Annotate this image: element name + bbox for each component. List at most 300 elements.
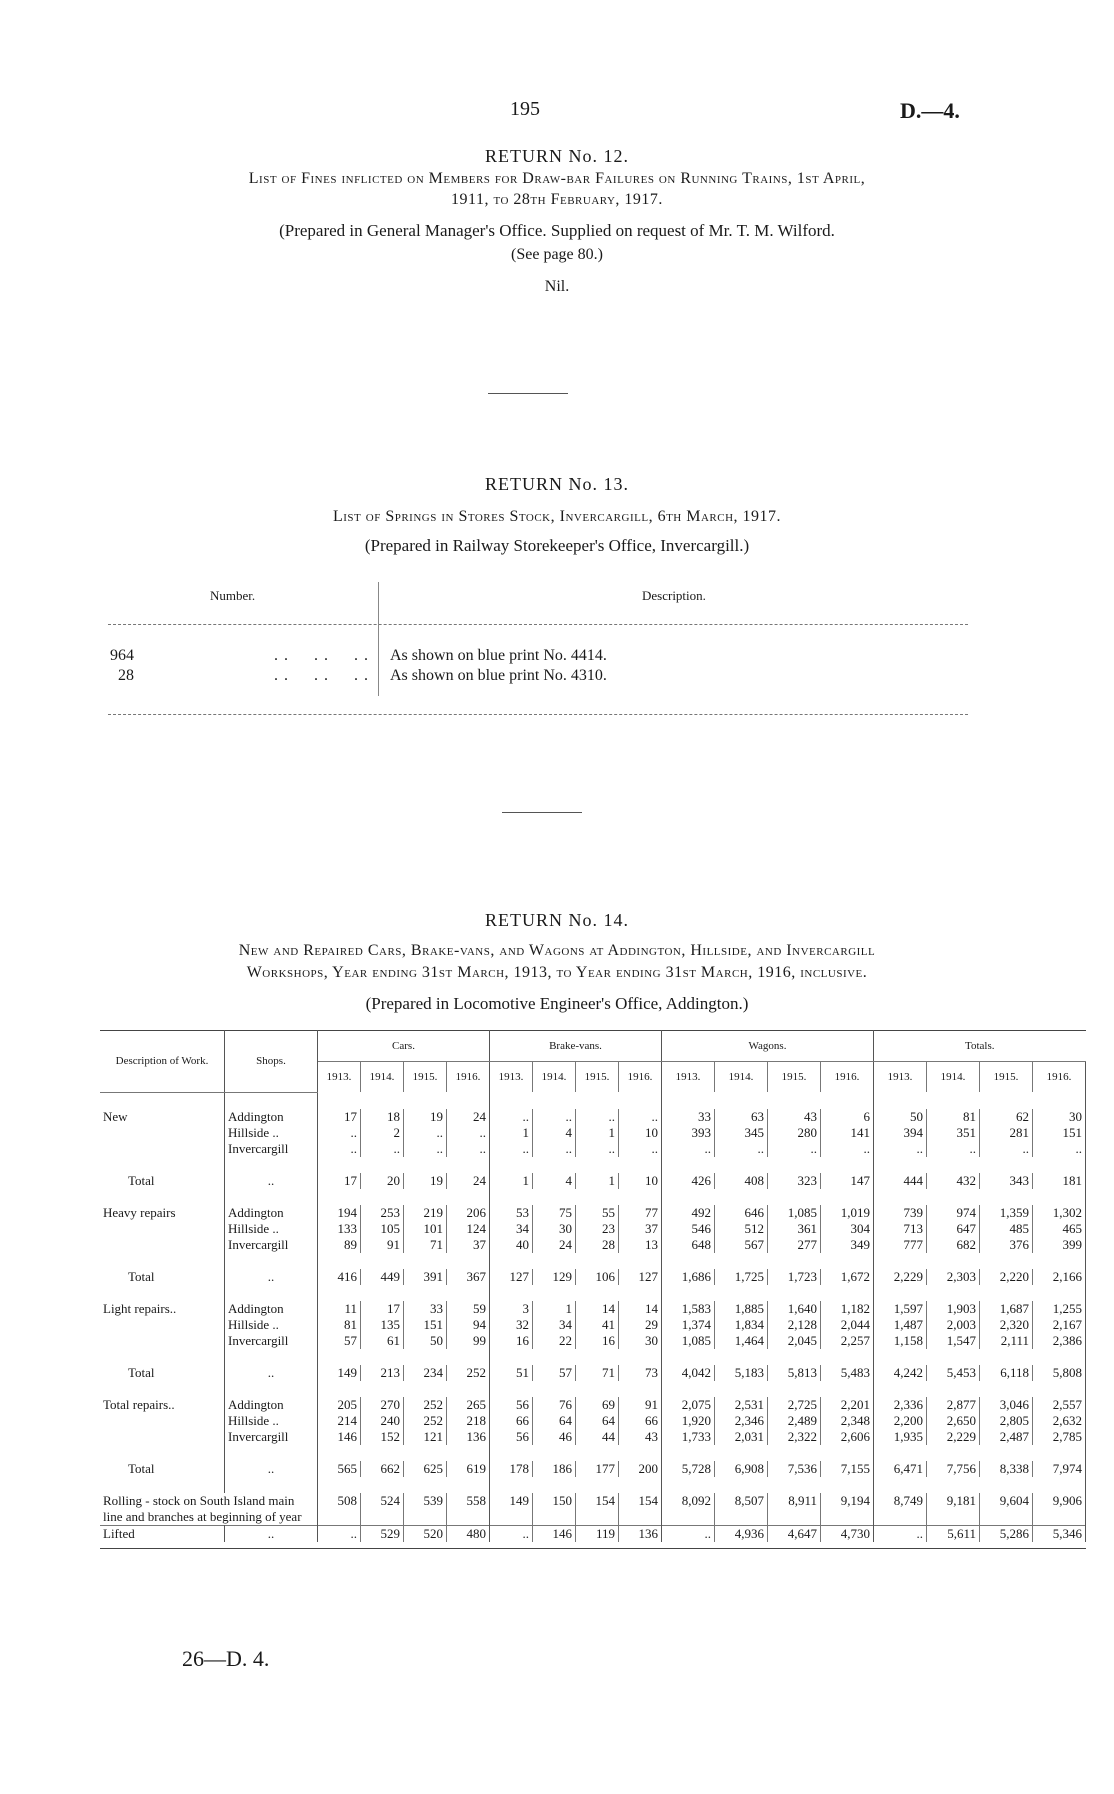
return12-result: Nil. bbox=[544, 278, 570, 295]
cell-value: .. bbox=[447, 1141, 490, 1157]
cell-value: 270 bbox=[361, 1397, 404, 1413]
cell-value: 121 bbox=[404, 1429, 447, 1445]
row-description bbox=[100, 1429, 225, 1445]
return14-title: RETURN No. 14. bbox=[485, 910, 629, 930]
cell-value: 16 bbox=[490, 1333, 533, 1349]
cell-value: 1,085 bbox=[662, 1333, 715, 1349]
cell-value: 151 bbox=[1033, 1125, 1086, 1141]
return14-table bbox=[100, 1030, 1086, 1549]
cell-value: 2,166 bbox=[1033, 1269, 1086, 1285]
cell-value: 200 bbox=[619, 1461, 662, 1477]
row-description: Total bbox=[100, 1269, 225, 1285]
cell-value: 91 bbox=[619, 1397, 662, 1413]
row-description: Lifted bbox=[100, 1525, 225, 1542]
cell-value: 2,044 bbox=[821, 1317, 874, 1333]
cell-value: 30 bbox=[619, 1333, 662, 1349]
cell-value: 94 bbox=[447, 1317, 490, 1333]
year-header: 1915. bbox=[404, 1062, 447, 1093]
cell-value: 8,911 bbox=[768, 1493, 821, 1526]
cell-value: 1,834 bbox=[715, 1317, 768, 1333]
cell-value: 5,808 bbox=[1033, 1365, 1086, 1381]
group-brake-vans: Brake-vans. bbox=[490, 1031, 662, 1062]
cell-value: 24 bbox=[447, 1173, 490, 1189]
cell-value: .. bbox=[533, 1109, 576, 1125]
cell-value: 5,728 bbox=[662, 1461, 715, 1477]
cell-value: 41 bbox=[576, 1317, 619, 1333]
cell-value: 11 bbox=[318, 1301, 361, 1317]
cell-value: 154 bbox=[576, 1493, 619, 1526]
cell-value: 1,374 bbox=[662, 1317, 715, 1333]
row-shop: .. bbox=[225, 1461, 318, 1477]
group-totals: Totals. bbox=[874, 1031, 1086, 1062]
cell-value: 8,749 bbox=[874, 1493, 927, 1526]
cell-value: 682 bbox=[927, 1237, 980, 1253]
table-row bbox=[100, 1429, 1086, 1445]
cell-value: 2,111 bbox=[980, 1333, 1033, 1349]
cell-value: 149 bbox=[318, 1365, 361, 1381]
cell-value: 24 bbox=[447, 1109, 490, 1125]
cell-value: 17 bbox=[361, 1301, 404, 1317]
cell-value: 1,464 bbox=[715, 1333, 768, 1349]
spacer-row bbox=[100, 1157, 1086, 1173]
year-header: 1914. bbox=[715, 1062, 768, 1093]
cell-value: 101 bbox=[404, 1221, 447, 1237]
cell-value: 2,200 bbox=[874, 1413, 927, 1429]
cell-value: 14 bbox=[576, 1301, 619, 1317]
cell-value: 10 bbox=[619, 1173, 662, 1189]
return12-subtitle-1: List of Fines inflicted on Members for Draw-bar Failures on Running Trains, 1st April, bbox=[248, 170, 866, 187]
cell-value: 34 bbox=[490, 1221, 533, 1237]
cell-value: 150 bbox=[533, 1493, 576, 1526]
cell-value: 367 bbox=[447, 1269, 490, 1285]
row-shop: Addington bbox=[225, 1301, 318, 1317]
cell-value: 133 bbox=[318, 1221, 361, 1237]
cell-value: 2,229 bbox=[874, 1269, 927, 1285]
cell-value: 146 bbox=[318, 1429, 361, 1445]
cell-value: 66 bbox=[490, 1413, 533, 1429]
cell-value: .. bbox=[447, 1125, 490, 1141]
year-header: 1915. bbox=[980, 1062, 1033, 1093]
return13-subtitle: List of Springs in Stores Stock, Invercargill, 6th March, 1917. bbox=[332, 508, 782, 525]
cell-value: 1,725 bbox=[715, 1269, 768, 1285]
cell-value: 33 bbox=[662, 1109, 715, 1125]
cell-value: 71 bbox=[576, 1365, 619, 1381]
cell-value: 81 bbox=[927, 1109, 980, 1125]
cell-value: 1,733 bbox=[662, 1429, 715, 1445]
cell-value: 558 bbox=[447, 1493, 490, 1526]
cell-value: 2,725 bbox=[768, 1397, 821, 1413]
cell-value: 619 bbox=[447, 1461, 490, 1477]
year-header: 1916. bbox=[821, 1062, 874, 1093]
cell-value: 10 bbox=[619, 1125, 662, 1141]
cell-value: 1,597 bbox=[874, 1301, 927, 1317]
cell-value: .. bbox=[619, 1141, 662, 1157]
bottom-rule-row bbox=[100, 1542, 1086, 1549]
cell-value: 154 bbox=[619, 1493, 662, 1526]
cell-value: 205 bbox=[318, 1397, 361, 1413]
cell-value: .. bbox=[874, 1525, 927, 1542]
cell-value: 1,687 bbox=[980, 1301, 1033, 1317]
cell-value: .. bbox=[821, 1141, 874, 1157]
cell-value: 399 bbox=[1033, 1237, 1086, 1253]
cell-value: 485 bbox=[980, 1221, 1033, 1237]
row-shop: Invercargill bbox=[225, 1429, 318, 1445]
cell-value: 1,903 bbox=[927, 1301, 980, 1317]
cell-value: .. bbox=[490, 1525, 533, 1542]
cell-value: 17 bbox=[318, 1109, 361, 1125]
cell-value: 177 bbox=[576, 1461, 619, 1477]
cell-value: 1 bbox=[533, 1301, 576, 1317]
cell-value: .. bbox=[318, 1525, 361, 1542]
cell-value: 393 bbox=[662, 1125, 715, 1141]
cell-value: 444 bbox=[874, 1173, 927, 1189]
table-row bbox=[100, 1205, 1086, 1221]
cell-value: 1,583 bbox=[662, 1301, 715, 1317]
cell-value: 5,286 bbox=[980, 1525, 1033, 1542]
row-shop: Hillside .. bbox=[225, 1125, 318, 1141]
cell-value: 53 bbox=[490, 1205, 533, 1221]
cell-value: 252 bbox=[404, 1397, 447, 1413]
year-header: 1913. bbox=[318, 1062, 361, 1093]
cell-value: 44 bbox=[576, 1429, 619, 1445]
cell-value: 349 bbox=[821, 1237, 874, 1253]
cell-value: 2,075 bbox=[662, 1397, 715, 1413]
cell-value: 343 bbox=[980, 1173, 1033, 1189]
row-shop: Addington bbox=[225, 1109, 318, 1125]
table-row bbox=[100, 1141, 1086, 1157]
cell-value: 13 bbox=[619, 1237, 662, 1253]
cell-value: 22 bbox=[533, 1333, 576, 1349]
cell-value: 647 bbox=[927, 1221, 980, 1237]
table-row bbox=[100, 1333, 1086, 1349]
cell-value: 646 bbox=[715, 1205, 768, 1221]
cell-value: .. bbox=[576, 1109, 619, 1125]
cell-value: 106 bbox=[576, 1269, 619, 1285]
cell-value: 567 bbox=[715, 1237, 768, 1253]
cell-value: 2,348 bbox=[821, 1413, 874, 1429]
cell-value: 304 bbox=[821, 1221, 874, 1237]
row-shop: .. bbox=[225, 1525, 318, 1542]
cell-value: 492 bbox=[662, 1205, 715, 1221]
row-shop: Invercargill bbox=[225, 1141, 318, 1157]
cell-value: 1,255 bbox=[1033, 1301, 1086, 1317]
table-row bbox=[100, 1493, 1086, 1526]
row-description bbox=[100, 1333, 225, 1349]
cell-value: 648 bbox=[662, 1237, 715, 1253]
return13-bottom-rule bbox=[108, 714, 968, 715]
cell-value: 71 bbox=[404, 1237, 447, 1253]
separator-rule bbox=[502, 812, 582, 813]
cell-value: 81 bbox=[318, 1317, 361, 1333]
cell-value: 89 bbox=[318, 1237, 361, 1253]
row-shop: Addington bbox=[225, 1205, 318, 1221]
cell-value: 214 bbox=[318, 1413, 361, 1429]
leader-dots: .. .. .. bbox=[274, 647, 374, 664]
cell-value: 2,489 bbox=[768, 1413, 821, 1429]
cell-value: 529 bbox=[361, 1525, 404, 1542]
table-row bbox=[100, 1365, 1086, 1381]
table-row bbox=[100, 1173, 1086, 1189]
return13-header-rule bbox=[108, 624, 968, 625]
cell-value: 75 bbox=[533, 1205, 576, 1221]
row-description: Total bbox=[100, 1173, 225, 1189]
cell-value: 76 bbox=[533, 1397, 576, 1413]
cell-value: 186 bbox=[533, 1461, 576, 1477]
cell-value: 1,885 bbox=[715, 1301, 768, 1317]
spacer-row bbox=[100, 1381, 1086, 1397]
year-header: 1916. bbox=[619, 1062, 662, 1093]
cell-value: 394 bbox=[874, 1125, 927, 1141]
cell-value: 63 bbox=[715, 1109, 768, 1125]
year-header: 1914. bbox=[533, 1062, 576, 1093]
table-row bbox=[100, 1413, 1086, 1429]
year-header: 1915. bbox=[576, 1062, 619, 1093]
cell-value: 28 bbox=[576, 1237, 619, 1253]
return13-description: As shown on blue print No. 4414. bbox=[390, 647, 607, 664]
cell-value: 234 bbox=[404, 1365, 447, 1381]
cell-value: 59 bbox=[447, 1301, 490, 1317]
table-row bbox=[100, 1269, 1086, 1285]
cell-value: 29 bbox=[619, 1317, 662, 1333]
cell-value: 1,182 bbox=[821, 1301, 874, 1317]
cell-value: 465 bbox=[1033, 1221, 1086, 1237]
footer-signature: 26—D. 4. bbox=[182, 1646, 270, 1671]
spacer-row bbox=[100, 1477, 1086, 1493]
cell-value: 23 bbox=[576, 1221, 619, 1237]
cell-value: 7,536 bbox=[768, 1461, 821, 1477]
spacer-row bbox=[100, 1092, 1086, 1109]
cell-value: 206 bbox=[447, 1205, 490, 1221]
cell-value: 19 bbox=[404, 1173, 447, 1189]
cell-value: 16 bbox=[576, 1333, 619, 1349]
cell-value: 8,507 bbox=[715, 1493, 768, 1526]
return12-prepared: (Prepared in General Manager's Office. Supplied on request of Mr. T. M. Wilford. bbox=[279, 221, 835, 240]
return12-subtitle-2: 1911, to 28th February, 1917. bbox=[451, 191, 663, 208]
cell-value: 974 bbox=[927, 1205, 980, 1221]
cell-value: 218 bbox=[447, 1413, 490, 1429]
row-shop: Invercargill bbox=[225, 1333, 318, 1349]
cell-value: 2,220 bbox=[980, 1269, 1033, 1285]
cell-value: 5,611 bbox=[927, 1525, 980, 1542]
cell-value: .. bbox=[715, 1141, 768, 1157]
cell-value: .. bbox=[576, 1141, 619, 1157]
cell-value: 69 bbox=[576, 1397, 619, 1413]
cell-value: .. bbox=[927, 1141, 980, 1157]
cell-value: 480 bbox=[447, 1525, 490, 1542]
leader-dots: .. .. .. bbox=[274, 667, 374, 684]
cell-value: 2,336 bbox=[874, 1397, 927, 1413]
cell-value: 2 bbox=[361, 1125, 404, 1141]
return12-see-page: (See page 80.) bbox=[511, 246, 603, 263]
cell-value: 141 bbox=[821, 1125, 874, 1141]
cell-value: .. bbox=[318, 1141, 361, 1157]
cell-value: 56 bbox=[490, 1429, 533, 1445]
row-shop: Addington bbox=[225, 1397, 318, 1413]
cell-value: 2,650 bbox=[927, 1413, 980, 1429]
cell-value: 1 bbox=[490, 1173, 533, 1189]
cell-value: 105 bbox=[361, 1221, 404, 1237]
group-cars: Cars. bbox=[318, 1031, 490, 1062]
cell-value: 37 bbox=[447, 1237, 490, 1253]
cell-value: 152 bbox=[361, 1429, 404, 1445]
cell-value: 181 bbox=[1033, 1173, 1086, 1189]
return14-subtitle-1: New and Repaired Cars, Brake-vans, and Wagons at Addington, Hillside, and Invercargill bbox=[238, 942, 876, 959]
cell-value: 34 bbox=[533, 1317, 576, 1333]
document-reference: D.—4. bbox=[900, 98, 960, 123]
cell-value: 119 bbox=[576, 1525, 619, 1542]
year-header: 1916. bbox=[447, 1062, 490, 1093]
cell-value: 33 bbox=[404, 1301, 447, 1317]
table-row bbox=[100, 1461, 1086, 1477]
cell-value: 520 bbox=[404, 1525, 447, 1542]
cell-value: 40 bbox=[490, 1237, 533, 1253]
cell-value: 4 bbox=[533, 1173, 576, 1189]
cell-value: 149 bbox=[490, 1493, 533, 1526]
cell-value: 1,723 bbox=[768, 1269, 821, 1285]
cell-value: 2,031 bbox=[715, 1429, 768, 1445]
return14-subtitle-2: Workshops, Year ending 31st March, 1913, to Year ending 31st March, 1916, inclusive. bbox=[246, 964, 868, 981]
cell-value: .. bbox=[361, 1141, 404, 1157]
cell-value: 61 bbox=[361, 1333, 404, 1349]
cell-value: .. bbox=[980, 1141, 1033, 1157]
table-row bbox=[100, 1221, 1086, 1237]
cell-value: 2,167 bbox=[1033, 1317, 1086, 1333]
cell-value: 713 bbox=[874, 1221, 927, 1237]
cell-value: .. bbox=[404, 1125, 447, 1141]
cell-value: 1 bbox=[490, 1125, 533, 1141]
row-description bbox=[100, 1317, 225, 1333]
cell-value: 55 bbox=[576, 1205, 619, 1221]
cell-value: 18 bbox=[361, 1109, 404, 1125]
row-description: New bbox=[100, 1109, 225, 1125]
group-wagons: Wagons. bbox=[662, 1031, 874, 1062]
row-description: Total bbox=[100, 1461, 225, 1477]
page-number: 195 bbox=[510, 98, 540, 120]
cell-value: 2,322 bbox=[768, 1429, 821, 1445]
year-header: 1913. bbox=[874, 1062, 927, 1093]
spacer-row bbox=[100, 1253, 1086, 1269]
row-description: Rolling - stock on South Island main line and branches at beginning of year bbox=[100, 1493, 318, 1526]
cell-value: .. bbox=[619, 1109, 662, 1125]
cell-value: 2,785 bbox=[1033, 1429, 1086, 1445]
cell-value: 99 bbox=[447, 1333, 490, 1349]
cell-value: 512 bbox=[715, 1221, 768, 1237]
cell-value: 323 bbox=[768, 1173, 821, 1189]
return14-body bbox=[100, 1092, 1086, 1548]
cell-value: 252 bbox=[447, 1365, 490, 1381]
cell-value: .. bbox=[874, 1141, 927, 1157]
row-description: Total bbox=[100, 1365, 225, 1381]
year-header: 1914. bbox=[361, 1062, 404, 1093]
year-header: 1913. bbox=[662, 1062, 715, 1093]
return13-row bbox=[110, 667, 970, 685]
row-description: Total repairs.. bbox=[100, 1397, 225, 1413]
cell-value: 662 bbox=[361, 1461, 404, 1477]
cell-value: 1,935 bbox=[874, 1429, 927, 1445]
cell-value: 7,974 bbox=[1033, 1461, 1086, 1477]
cell-value: 565 bbox=[318, 1461, 361, 1477]
table-row bbox=[100, 1525, 1086, 1542]
cell-value: .. bbox=[404, 1141, 447, 1157]
cell-value: 3 bbox=[490, 1301, 533, 1317]
cell-value: 129 bbox=[533, 1269, 576, 1285]
row-shop: Hillside .. bbox=[225, 1221, 318, 1237]
cell-value: 30 bbox=[1033, 1109, 1086, 1125]
col-shops: Shops. bbox=[225, 1031, 318, 1093]
cell-value: 91 bbox=[361, 1237, 404, 1253]
cell-value: 546 bbox=[662, 1221, 715, 1237]
cell-value: 416 bbox=[318, 1269, 361, 1285]
cell-value: 5,813 bbox=[768, 1365, 821, 1381]
cell-value: 2,201 bbox=[821, 1397, 874, 1413]
cell-value: 19 bbox=[404, 1109, 447, 1125]
cell-value: 77 bbox=[619, 1205, 662, 1221]
cell-value: 280 bbox=[768, 1125, 821, 1141]
row-shop: Hillside .. bbox=[225, 1317, 318, 1333]
cell-value: 1,686 bbox=[662, 1269, 715, 1285]
cell-value: 213 bbox=[361, 1365, 404, 1381]
cell-value: 136 bbox=[447, 1429, 490, 1445]
row-shop: .. bbox=[225, 1173, 318, 1189]
cell-value: 50 bbox=[404, 1333, 447, 1349]
cell-value: 2,386 bbox=[1033, 1333, 1086, 1349]
cell-value: 127 bbox=[490, 1269, 533, 1285]
cell-value: 14 bbox=[619, 1301, 662, 1317]
cell-value: 1,672 bbox=[821, 1269, 874, 1285]
cell-value: 508 bbox=[318, 1493, 361, 1526]
spacer-row bbox=[100, 1445, 1086, 1461]
cell-value: 147 bbox=[821, 1173, 874, 1189]
cell-value: 4,242 bbox=[874, 1365, 927, 1381]
return13-col-description: Description. bbox=[642, 588, 706, 603]
cell-value: 345 bbox=[715, 1125, 768, 1141]
cell-value: 2,557 bbox=[1033, 1397, 1086, 1413]
row-description: Heavy repairs bbox=[100, 1205, 225, 1221]
cell-value: 17 bbox=[318, 1173, 361, 1189]
cell-value: .. bbox=[662, 1141, 715, 1157]
cell-value: 124 bbox=[447, 1221, 490, 1237]
cell-value: .. bbox=[662, 1525, 715, 1542]
spacer-row bbox=[100, 1349, 1086, 1365]
year-header: 1913. bbox=[490, 1062, 533, 1093]
return12-title: RETURN No. 12. bbox=[485, 146, 629, 166]
cell-value: 46 bbox=[533, 1429, 576, 1445]
cell-value: 2,128 bbox=[768, 1317, 821, 1333]
table-row bbox=[100, 1317, 1086, 1333]
table-row bbox=[100, 1109, 1086, 1125]
cell-value: 1,920 bbox=[662, 1413, 715, 1429]
cell-value: 30 bbox=[533, 1221, 576, 1237]
row-description bbox=[100, 1141, 225, 1157]
cell-value: 194 bbox=[318, 1205, 361, 1221]
cell-value: 432 bbox=[927, 1173, 980, 1189]
cell-value: 2,229 bbox=[927, 1429, 980, 1445]
cell-value: 43 bbox=[768, 1109, 821, 1125]
cell-value: .. bbox=[490, 1109, 533, 1125]
cell-value: .. bbox=[768, 1141, 821, 1157]
cell-value: 351 bbox=[927, 1125, 980, 1141]
cell-value: 7,756 bbox=[927, 1461, 980, 1477]
cell-value: 2,531 bbox=[715, 1397, 768, 1413]
row-description bbox=[100, 1413, 225, 1429]
return13-title: RETURN No. 13. bbox=[485, 474, 629, 494]
cell-value: 9,604 bbox=[980, 1493, 1033, 1526]
cell-value: .. bbox=[1033, 1141, 1086, 1157]
cell-value: 4 bbox=[533, 1125, 576, 1141]
cell-value: 6,118 bbox=[980, 1365, 1033, 1381]
cell-value: 777 bbox=[874, 1237, 927, 1253]
cell-value: 6 bbox=[821, 1109, 874, 1125]
